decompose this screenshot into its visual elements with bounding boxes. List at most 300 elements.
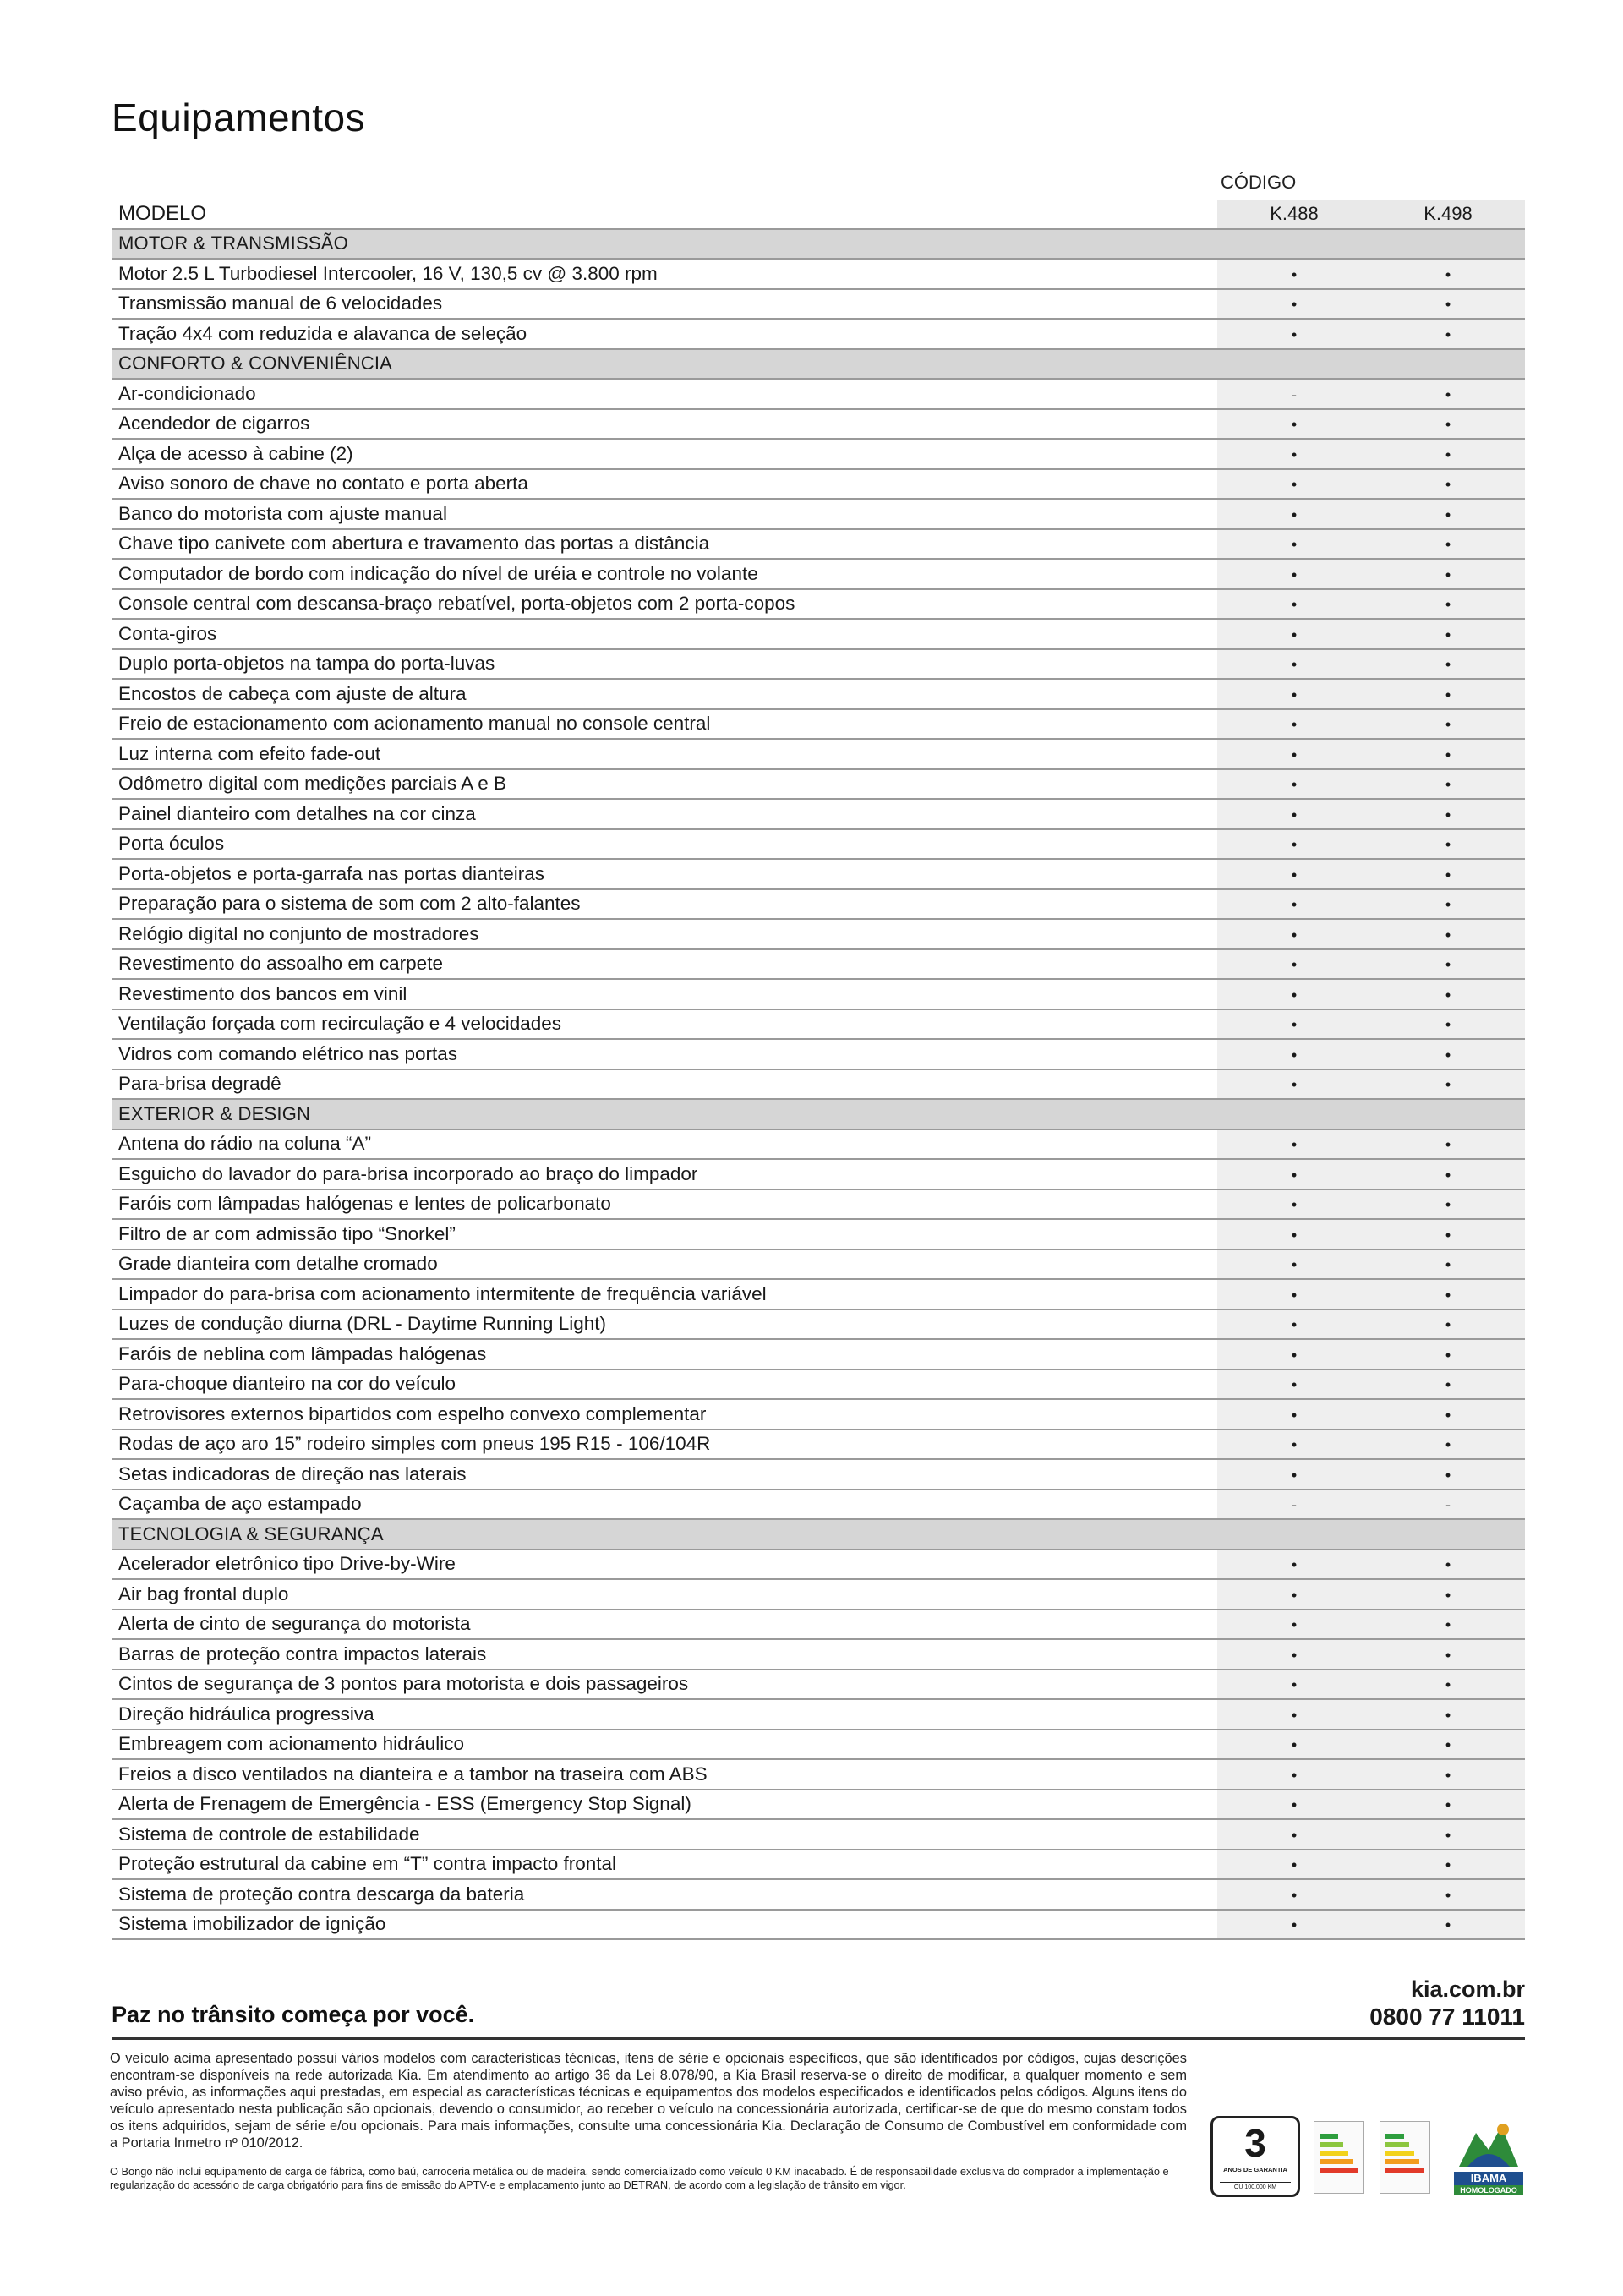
feature-label: Luzes de condução diurna (DRL - Daytime Running Light) <box>112 1309 1217 1340</box>
available-mark: • <box>1291 1736 1298 1753</box>
table-row <box>112 1249 1525 1280</box>
available-mark: • <box>1291 1796 1298 1813</box>
availability-k498 <box>1371 589 1525 620</box>
table-row <box>112 499 1525 529</box>
table-row <box>112 1279 1525 1309</box>
availability-k488 <box>1217 289 1371 320</box>
table-row <box>112 409 1525 440</box>
feature-label: Acendedor de cigarros <box>112 409 1217 440</box>
feature-label: Odômetro digital com medições parciais A e B <box>112 769 1217 800</box>
table-row <box>112 769 1525 800</box>
availability-k488 <box>1217 1129 1371 1160</box>
availability-k498 <box>1371 1309 1525 1340</box>
available-mark: • <box>1291 1616 1298 1633</box>
feature-label: Retrovisores externos bipartidos com espelho convexo complementar <box>112 1399 1217 1430</box>
availability-k488 <box>1217 769 1371 800</box>
table-row <box>112 439 1525 469</box>
available-mark: • <box>1445 746 1451 763</box>
availability-k488 <box>1217 1879 1371 1910</box>
table-row <box>112 1699 1525 1730</box>
available-mark: • <box>1291 506 1298 523</box>
ibama-subtext: HOMOLOGADO <box>1454 2185 1523 2195</box>
availability-k498 <box>1371 1279 1525 1309</box>
availability-k488 <box>1217 799 1371 829</box>
available-mark: • <box>1291 1556 1298 1573</box>
available-mark: • <box>1291 1646 1298 1664</box>
available-mark: • <box>1291 1436 1298 1453</box>
availability-k488 <box>1217 589 1371 620</box>
availability-k498 <box>1371 799 1525 829</box>
section-spacer <box>1217 229 1371 260</box>
section-spacer <box>1217 1519 1371 1550</box>
available-mark: • <box>1445 1556 1451 1573</box>
availability-k498 <box>1371 559 1525 589</box>
section-title: EXTERIOR & DESIGN <box>112 1099 1217 1129</box>
availability-k488 <box>1217 1610 1371 1640</box>
availability-k498 <box>1371 1159 1525 1189</box>
available-mark: • <box>1445 1076 1451 1093</box>
table-row <box>112 859 1525 889</box>
availability-k498 <box>1371 619 1525 649</box>
availability-k488 <box>1217 1730 1371 1760</box>
available-mark: • <box>1445 626 1451 643</box>
tagline: Paz no trânsito começa por você. <box>112 2002 475 2027</box>
table-row <box>112 589 1525 620</box>
availability-k498 <box>1371 949 1525 980</box>
availability-k488 <box>1217 1249 1371 1280</box>
website-link[interactable]: kia.com.br <box>1410 1976 1525 2002</box>
availability-k488 <box>1217 1459 1371 1490</box>
feature-label: Alerta de cinto de segurança do motorista <box>112 1610 1217 1640</box>
table-row <box>112 1879 1525 1910</box>
available-mark: • <box>1291 1406 1298 1424</box>
availability-k498 <box>1371 1459 1525 1490</box>
availability-k488 <box>1217 1819 1371 1850</box>
available-mark: • <box>1445 1316 1451 1333</box>
available-mark: • <box>1445 716 1451 733</box>
availability-k498 <box>1371 679 1525 709</box>
not-available-mark: - <box>1445 1496 1451 1513</box>
section-header-row <box>112 229 1525 260</box>
available-mark: • <box>1445 926 1451 943</box>
available-mark: • <box>1445 1736 1451 1753</box>
equipment-table <box>112 200 1525 1940</box>
table-row <box>112 1430 1525 1460</box>
section-title: TECNOLOGIA & SEGURANÇA <box>112 1519 1217 1550</box>
table-row <box>112 1309 1525 1340</box>
table-row <box>112 559 1525 589</box>
available-mark: • <box>1445 506 1451 523</box>
table-row <box>112 979 1525 1009</box>
table-row <box>112 529 1525 560</box>
available-mark: • <box>1445 806 1451 823</box>
table-row <box>112 1399 1525 1430</box>
availability-k488 <box>1217 679 1371 709</box>
section-spacer <box>1217 349 1371 380</box>
availability-k498 <box>1371 1399 1525 1430</box>
available-mark: • <box>1445 265 1451 283</box>
availability-k498 <box>1371 739 1525 769</box>
available-mark: • <box>1445 296 1451 313</box>
availability-k498 <box>1371 1550 1525 1580</box>
phone-number: 0800 77 11011 <box>1369 2004 1525 2030</box>
feature-label: Ventilação forçada com recirculação e 4 velocidades <box>112 1009 1217 1040</box>
feature-label: Conta-giros <box>112 619 1217 649</box>
availability-k488 <box>1217 1490 1371 1520</box>
available-mark: • <box>1291 1466 1298 1484</box>
availability-k488 <box>1217 529 1371 560</box>
available-mark: • <box>1291 1766 1298 1784</box>
feature-label: Duplo porta-objetos na tampa do porta-luvas <box>112 649 1217 680</box>
availability-k488 <box>1217 1339 1371 1369</box>
feature-label: Rodas de aço aro 15” rodeiro simples com pneus 195 R15 - 106/104R <box>112 1430 1217 1460</box>
feature-label: Sistema de controle de estabilidade <box>112 1819 1217 1850</box>
not-available-mark: - <box>1292 1496 1297 1513</box>
availability-k488 <box>1217 1279 1371 1309</box>
available-mark: • <box>1291 896 1298 913</box>
availability-k498 <box>1371 1610 1525 1640</box>
feature-label: Porta-objetos e porta-garrafa nas portas dianteiras <box>112 859 1217 889</box>
table-row <box>112 739 1525 769</box>
available-mark: • <box>1445 1286 1451 1304</box>
available-mark: • <box>1445 896 1451 913</box>
available-mark: • <box>1291 416 1298 433</box>
feature-label: Caçamba de aço estampado <box>112 1490 1217 1520</box>
availability-k488 <box>1217 1550 1371 1580</box>
available-mark: • <box>1291 656 1298 673</box>
available-mark: • <box>1445 476 1451 493</box>
availability-k498 <box>1371 1339 1525 1369</box>
availability-k498 <box>1371 709 1525 740</box>
ibama-logo <box>1451 2116 1527 2207</box>
page-title: Equipamentos <box>112 96 366 139</box>
available-mark: • <box>1445 566 1451 583</box>
availability-k488 <box>1217 1850 1371 1880</box>
available-mark: • <box>1445 1466 1451 1484</box>
available-mark: • <box>1291 866 1298 883</box>
availability-k488 <box>1217 379 1371 409</box>
section-spacer <box>1371 229 1525 260</box>
availability-k488 <box>1217 739 1371 769</box>
table-row <box>112 469 1525 500</box>
availability-k488 <box>1217 1309 1371 1340</box>
section-spacer <box>1371 1099 1525 1129</box>
availability-k488 <box>1217 619 1371 649</box>
available-mark: • <box>1445 1376 1451 1393</box>
availability-k488 <box>1217 1009 1371 1040</box>
table-row <box>112 1639 1525 1670</box>
table-row <box>112 1490 1525 1520</box>
available-mark: • <box>1445 1616 1451 1633</box>
table-row <box>112 379 1525 409</box>
feature-label: Direção hidráulica progressiva <box>112 1699 1217 1730</box>
feature-label: Relógio digital no conjunto de mostradores <box>112 919 1217 949</box>
table-row <box>112 1550 1525 1580</box>
feature-label: Tração 4x4 com reduzida e alavanca de seleção <box>112 319 1217 349</box>
feature-label: Limpador do para-brisa com acionamento intermitente de frequência variável <box>112 1279 1217 1309</box>
feature-label: Painel dianteiro com detalhes na cor cinza <box>112 799 1217 829</box>
table-row <box>112 1369 1525 1400</box>
table-row <box>112 1910 1525 1940</box>
feature-label: Barras de proteção contra impactos laterais <box>112 1639 1217 1670</box>
section-spacer <box>1371 1519 1525 1550</box>
table-row <box>112 1850 1525 1880</box>
feature-label: Revestimento dos bancos em vinil <box>112 979 1217 1009</box>
table-row <box>112 1129 1525 1160</box>
feature-label: Antena do rádio na coluna “A” <box>112 1129 1217 1160</box>
feature-label: Freio de estacionamento com acionamento manual no console central <box>112 709 1217 740</box>
legal-disclaimer: O veículo acima apresentado possui vários modelos com características técnicas, itens de série e opcionais específicos, que são identificados por códigos, cujas descrições encontram-se disponíveis na rede autorizada Kia. Em atendimento ao artigo 36 da Lei 8.078/90, a Kia Brasil reserva-se o direito de modificar, a qualquer momento e sem aviso prévio, as informações aqui prestadas, em especial as características técnicas e equipamentos dos modelos especificados e identificados pelos códigos. Alguns itens do veículo apresentado nesta publicação são opcionais, devendo o consumidor, ao receber o veículo na concessionária autorizada, certificar-se de que do mesmo constam todos os itens adquiridos, sejam de série e/ou opcionais. Para mais informações, consulte uma concessionária Kia. Declaração de Consumo de Combustível em conformidade com a Portaria Inmetro nº 010/2012. <box>110 2051 1187 2151</box>
available-mark: • <box>1445 1256 1451 1273</box>
table-row <box>112 799 1525 829</box>
feature-label: Revestimento do assoalho em carpete <box>112 949 1217 980</box>
feature-label: Luz interna com efeito fade-out <box>112 739 1217 769</box>
availability-k498 <box>1371 979 1525 1009</box>
availability-k488 <box>1217 829 1371 860</box>
availability-k498 <box>1371 1639 1525 1670</box>
available-mark: • <box>1445 446 1451 463</box>
available-mark: • <box>1445 986 1451 1003</box>
availability-k488 <box>1217 1189 1371 1220</box>
available-mark: • <box>1445 1166 1451 1184</box>
availability-k488 <box>1217 1759 1371 1790</box>
available-mark: • <box>1445 1196 1451 1213</box>
table-row <box>112 709 1525 740</box>
table-row <box>112 889 1525 920</box>
availability-k498 <box>1371 889 1525 920</box>
available-mark: • <box>1291 1046 1298 1063</box>
availability-k498 <box>1371 379 1525 409</box>
availability-k488 <box>1217 979 1371 1009</box>
availability-k488 <box>1217 469 1371 500</box>
warranty-years: 3 <box>1244 2121 1266 2165</box>
section-title: MOTOR & TRANSMISSÃO <box>112 229 1217 260</box>
table-row <box>112 289 1525 320</box>
table-row <box>112 1069 1525 1100</box>
available-mark: • <box>1291 686 1298 703</box>
available-mark: • <box>1445 1886 1451 1904</box>
available-mark: • <box>1445 656 1451 673</box>
availability-k488 <box>1217 709 1371 740</box>
available-mark: • <box>1445 866 1451 883</box>
feature-label: Sistema de proteção contra descarga da bateria <box>112 1879 1217 1910</box>
feature-label: Encostos de cabeça com ajuste de altura <box>112 679 1217 709</box>
codigo-label: CÓDIGO <box>1221 172 1297 193</box>
table-row <box>112 649 1525 680</box>
table-row <box>112 1339 1525 1369</box>
available-mark: • <box>1291 1256 1298 1273</box>
availability-k498 <box>1371 649 1525 680</box>
availability-k498 <box>1371 1850 1525 1880</box>
available-mark: • <box>1291 476 1298 493</box>
availability-k498 <box>1371 1730 1525 1760</box>
available-mark: • <box>1445 1676 1451 1693</box>
section-title: CONFORTO & CONVENIÊNCIA <box>112 349 1217 380</box>
feature-label: Motor 2.5 L Turbodiesel Intercooler, 16 V, 130,5 cv @ 3.800 rpm <box>112 259 1217 289</box>
available-mark: • <box>1445 1916 1451 1933</box>
feature-label: Chave tipo canivete com abertura e travamento das portas a distância <box>112 529 1217 560</box>
table-row <box>112 919 1525 949</box>
available-mark: • <box>1291 566 1298 583</box>
warranty-caption: ANOS DE GARANTIA <box>1223 2166 1287 2173</box>
availability-k498 <box>1371 1430 1525 1460</box>
availability-k498 <box>1371 769 1525 800</box>
availability-k488 <box>1217 439 1371 469</box>
available-mark: • <box>1291 1826 1298 1844</box>
section-header-row <box>112 1519 1525 1550</box>
certification-badges <box>1210 2116 1528 2211</box>
table-row <box>112 679 1525 709</box>
availability-k488 <box>1217 1699 1371 1730</box>
availability-k498 <box>1371 859 1525 889</box>
availability-k488 <box>1217 559 1371 589</box>
available-mark: • <box>1445 1856 1451 1873</box>
available-mark: • <box>1445 1136 1451 1153</box>
energy-label-icon-2 <box>1380 2121 1430 2194</box>
availability-k488 <box>1217 1219 1371 1249</box>
availability-k498 <box>1371 1879 1525 1910</box>
table-row <box>112 1610 1525 1640</box>
available-mark: • <box>1291 1016 1298 1033</box>
availability-k488 <box>1217 499 1371 529</box>
feature-label: Filtro de ar com admissão tipo “Snorkel” <box>112 1219 1217 1249</box>
availability-k498 <box>1371 1910 1525 1940</box>
table-row <box>112 1579 1525 1610</box>
section-header-row <box>112 1099 1525 1129</box>
available-mark: • <box>1291 956 1298 973</box>
available-mark: • <box>1291 836 1298 853</box>
availability-k498 <box>1371 529 1525 560</box>
table-row <box>112 319 1525 349</box>
available-mark: • <box>1291 746 1298 763</box>
availability-k498 <box>1371 469 1525 500</box>
feature-label: Transmissão manual de 6 velocidades <box>112 289 1217 320</box>
model-k498: K.498 <box>1371 200 1525 229</box>
feature-label: Console central com descansa-braço rebatível, porta-objetos com 2 porta-copos <box>112 589 1217 620</box>
availability-k488 <box>1217 1159 1371 1189</box>
legal-disclaimer-cargo: O Bongo não inclui equipamento de carga de fábrica, como baú, carroceria metálica ou de madeira, sendo comercializado como veículo 0 KM inacabado. É de responsabilidade exclusiva do comprador a implementação e regularização do acessório de carga obrigatório para fins de emissão do APTV-e e emplacamento junto ao DETRAN, de acordo com a legislação de trânsito em vigor. <box>110 2165 1169 2191</box>
feature-label: Cintos de segurança de 3 pontos para motorista e dois passageiros <box>112 1670 1217 1700</box>
available-mark: • <box>1291 1346 1298 1364</box>
feature-label: Air bag frontal duplo <box>112 1579 1217 1610</box>
feature-label: Computador de bordo com indicação do nível de uréia e controle no volante <box>112 559 1217 589</box>
available-mark: • <box>1291 1316 1298 1333</box>
availability-k498 <box>1371 409 1525 440</box>
availability-k488 <box>1217 889 1371 920</box>
availability-k488 <box>1217 1430 1371 1460</box>
availability-k498 <box>1371 1069 1525 1100</box>
feature-label: Embreagem com acionamento hidráulico <box>112 1730 1217 1760</box>
available-mark: • <box>1291 536 1298 553</box>
feature-label: Alerta de Frenagem de Emergência - ESS (Emergency Stop Signal) <box>112 1790 1217 1820</box>
feature-label: Freios a disco ventilados na dianteira e a tambor na traseira com ABS <box>112 1759 1217 1790</box>
available-mark: • <box>1445 1796 1451 1813</box>
table-row <box>112 829 1525 860</box>
table-row <box>112 1009 1525 1040</box>
availability-k498 <box>1371 1129 1525 1160</box>
availability-k498 <box>1371 259 1525 289</box>
available-mark: • <box>1291 716 1298 733</box>
available-mark: • <box>1445 956 1451 973</box>
availability-k498 <box>1371 1670 1525 1700</box>
availability-k488 <box>1217 1639 1371 1670</box>
availability-k498 <box>1371 1490 1525 1520</box>
feature-label: Para-choque dianteiro na cor do veículo <box>112 1369 1217 1400</box>
available-mark: • <box>1445 776 1451 793</box>
table-row <box>112 1159 1525 1189</box>
availability-k498 <box>1371 499 1525 529</box>
feature-label: Aviso sonoro de chave no contato e porta aberta <box>112 469 1217 500</box>
availability-k488 <box>1217 1369 1371 1400</box>
table-row <box>112 1459 1525 1490</box>
available-mark: • <box>1291 1586 1298 1604</box>
availability-k498 <box>1371 1249 1525 1280</box>
table-row <box>112 1219 1525 1249</box>
model-k488: K.488 <box>1217 200 1371 229</box>
feature-label: Vidros com comando elétrico nas portas <box>112 1039 1217 1069</box>
section-header-row <box>112 349 1525 380</box>
ibama-emblem-icon <box>1451 2116 1527 2172</box>
available-mark: • <box>1291 1376 1298 1393</box>
availability-k488 <box>1217 1399 1371 1430</box>
available-mark: • <box>1291 776 1298 793</box>
feature-label: Alça de acesso à cabine (2) <box>112 439 1217 469</box>
available-mark: • <box>1291 446 1298 463</box>
availability-k488 <box>1217 319 1371 349</box>
availability-k488 <box>1217 1670 1371 1700</box>
table-row <box>112 1189 1525 1220</box>
availability-k498 <box>1371 1699 1525 1730</box>
availability-k488 <box>1217 409 1371 440</box>
not-available-mark: - <box>1292 385 1297 403</box>
availability-k498 <box>1371 1790 1525 1820</box>
available-mark: • <box>1445 1406 1451 1424</box>
availability-k488 <box>1217 649 1371 680</box>
available-mark: • <box>1445 416 1451 433</box>
availability-k498 <box>1371 919 1525 949</box>
section-spacer <box>1217 1099 1371 1129</box>
available-mark: • <box>1445 1346 1451 1364</box>
available-mark: • <box>1291 626 1298 643</box>
availability-k498 <box>1371 1579 1525 1610</box>
available-mark: • <box>1291 1286 1298 1304</box>
feature-label: Setas indicadoras de direção nas laterais <box>112 1459 1217 1490</box>
feature-label: Banco do motorista com ajuste manual <box>112 499 1217 529</box>
ibama-text: IBAMA <box>1454 2172 1523 2185</box>
availability-k488 <box>1217 1910 1371 1940</box>
available-mark: • <box>1291 1916 1298 1933</box>
available-mark: • <box>1445 1046 1451 1063</box>
table-row <box>112 1730 1525 1760</box>
available-mark: • <box>1445 1226 1451 1244</box>
available-mark: • <box>1291 296 1298 313</box>
feature-label: Porta óculos <box>112 829 1217 860</box>
energy-label-icon <box>1314 2121 1364 2194</box>
available-mark: • <box>1291 986 1298 1003</box>
available-mark: • <box>1445 325 1451 343</box>
availability-k488 <box>1217 1069 1371 1100</box>
availability-k498 <box>1371 1219 1525 1249</box>
table-row <box>112 1759 1525 1790</box>
available-mark: • <box>1291 926 1298 943</box>
availability-k498 <box>1371 289 1525 320</box>
model-label: MODELO <box>112 200 1217 229</box>
available-mark: • <box>1291 1226 1298 1244</box>
availability-k488 <box>1217 859 1371 889</box>
available-mark: • <box>1291 1706 1298 1724</box>
available-mark: • <box>1291 1076 1298 1093</box>
available-mark: • <box>1291 1196 1298 1213</box>
